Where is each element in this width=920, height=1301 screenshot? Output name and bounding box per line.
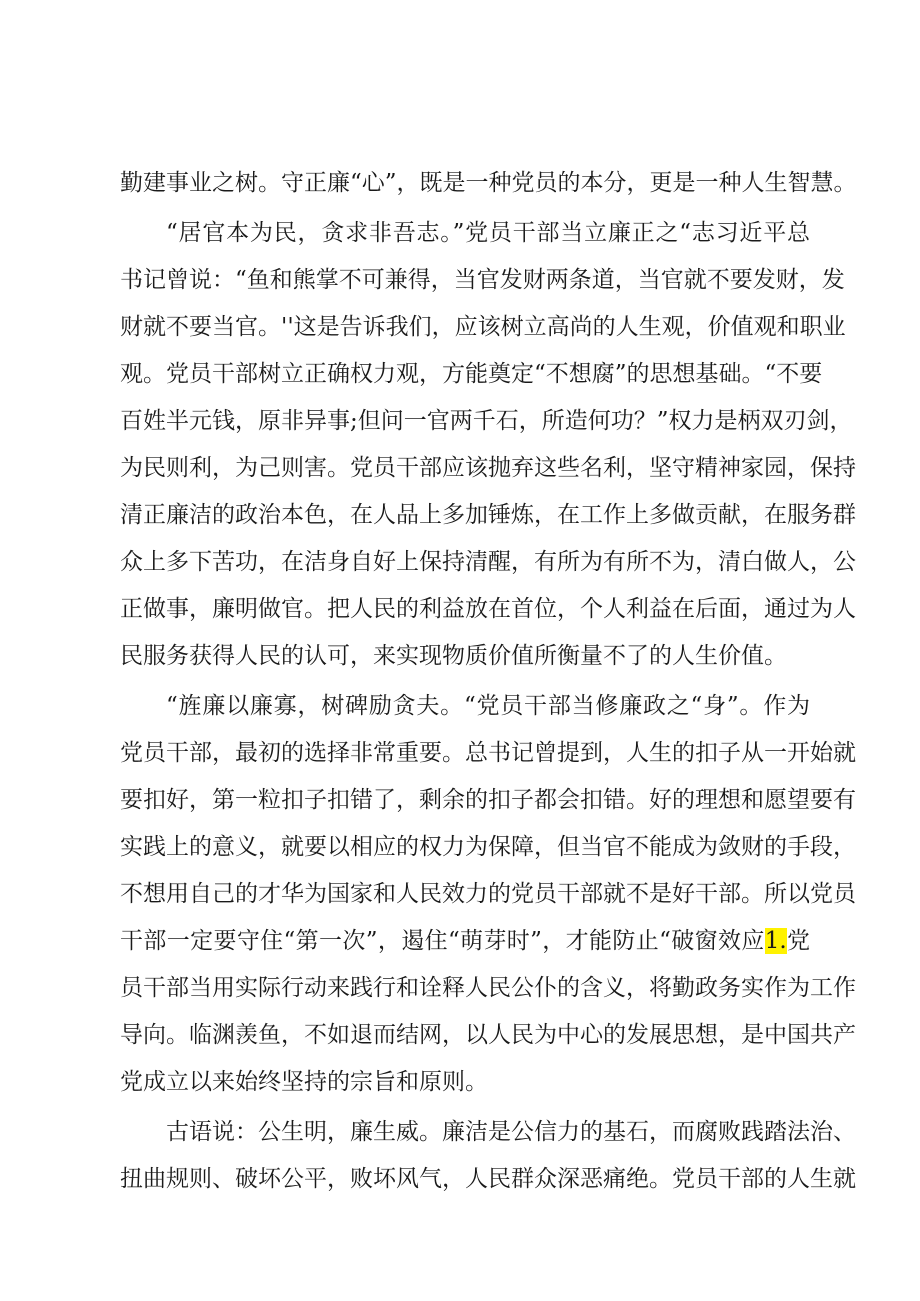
- text-line: 要扣好，第一粒扣子扣错了，剩余的扣子都会扣错。好的理想和愿望要有: [120, 787, 856, 813]
- text-line: 党员干部，最初的选择非常重要。总书记曾提到，人生的扣子从一开始就: [120, 740, 856, 766]
- text-line: 导向。临渊羡鱼，不如退而结网，以人民为中心的发展思想，是中国共产: [120, 1022, 856, 1048]
- highlight-mark: 1.: [764, 928, 787, 954]
- text-line: 民服务获得人民的认可，来实现物质价值所衡量不了的人生价值。: [120, 643, 787, 669]
- text-line: 清正廉洁的政治本色，在人品上多加锤炼，在工作上多做贡献，在服务群: [120, 502, 856, 528]
- text-segment: 干部一定要守住“第一次”，遏住“萌芽时”，才能防止“破窗效应: [120, 928, 765, 954]
- text-line: 党成立以来始终坚持的宗旨和原则。: [120, 1069, 488, 1095]
- text-line: 实践上的意义，就要以相应的权力为保障，但当官不能成为敛财的手段，: [120, 834, 856, 860]
- text-line: 百姓半元钱，原非异事;但问一官两千石，所造何功？”权力是柄双刃剑，: [120, 408, 853, 434]
- text-line: “居官本为民，贪求非吾志。”党员干部当立廉正之“志习近平总: [166, 220, 810, 246]
- text-line: 勤建事业之树。守正廉“心”，既是一种党员的本分，更是一种人生智慧。: [120, 170, 857, 196]
- text-line-highlighted: [120, 920, 810, 962]
- text-line: 为民则利，为己则害。党员干部应该抛弃这些名利，坚守精神家园，保持: [120, 455, 856, 481]
- text-segment: 党: [786, 928, 811, 954]
- text-line: 财就不要当官。''这是告诉我们，应该树立高尚的人生观，价值观和职业: [120, 314, 846, 340]
- text-line: 古语说：公生明，廉生威。廉洁是公信力的基石，而腐败践踏法治、: [166, 1119, 856, 1145]
- text-line: 员干部当用实际行动来践行和诠释人民公仆的含义，将勤政务实作为工作: [120, 975, 856, 1001]
- text-line: 正做事，廉明做官。把人民的利益放在首位，个人利益在后面，通过为人: [120, 596, 856, 622]
- text-line: 扭曲规则、破坏公平，败坏风气，人民群众深恶痛绝。党员干部的人生就: [120, 1166, 856, 1192]
- text-line: “旌廉以廉寡，树碑励贪夫。“党员干部当修廉政之“身”。作为: [166, 693, 810, 719]
- text-line: 观。党员干部树立正确权力观，方能奠定“不想腐”的思想基础。“不要: [120, 361, 823, 387]
- text-line: 不想用自己的才华为国家和人民效力的党员干部就不是好干部。所以党员: [120, 881, 856, 907]
- text-line: 众上多下苦功，在洁身自好上保持清醒，有所为有所不为，清白做人，公: [120, 549, 856, 575]
- text-line: 书记曾说：“鱼和熊掌不可兼得，当官发财两条道，当官就不要发财，发: [120, 267, 845, 293]
